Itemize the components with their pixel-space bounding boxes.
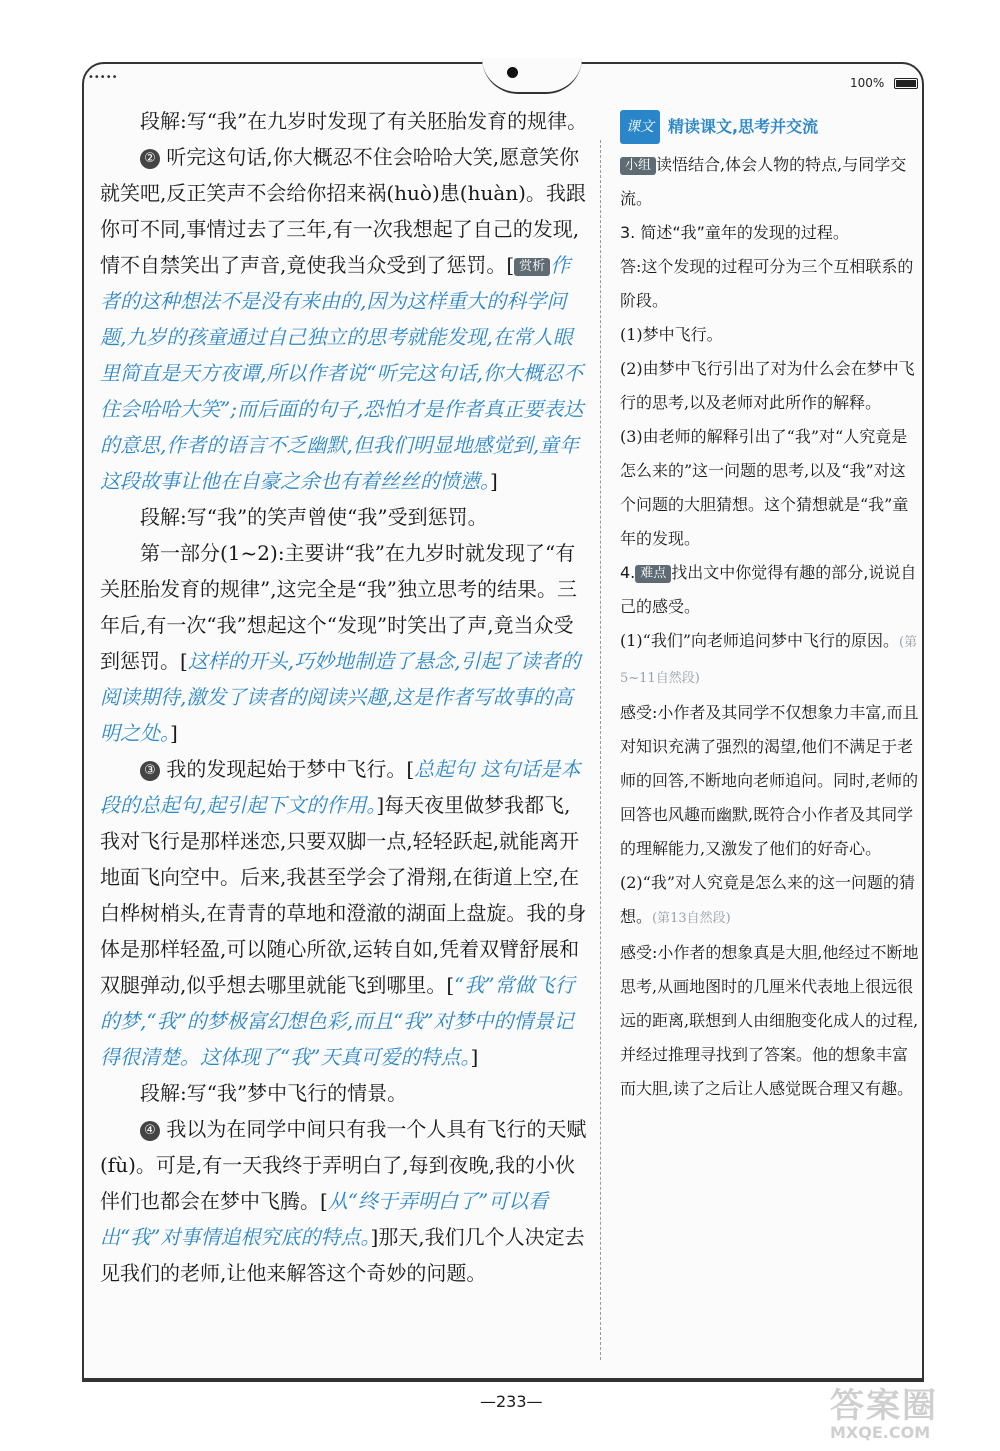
note-tag: 赏析 [514,258,550,276]
right-column [620,110,920,1106]
text-segment: 我的发现起始于梦中飞行。[ [160,757,415,781]
paragraph [100,535,590,751]
section-label: 段解 [140,109,180,133]
question-4: 4. 难点 找出文中你觉得有趣的部分,说说自己的感受。 [620,563,917,616]
text-segment: (1~2):主要讲“我”在九岁时就发现了“有关胚胎发育的规律”,这完全是“我”独立思考的结果。三年后,有一次“我”想起这个“发现”时笑出了声,竟当众受到惩罚。[ [100,541,578,673]
bottom-border [82,1380,924,1382]
text-segment: :写“我”在九岁时发现了有关胚胎发育的规律。 [180,109,588,133]
paragraph-number: ③ [140,761,160,781]
text-segment: ] [490,469,498,493]
paragraph-number: ② [140,149,160,169]
answer-3: 答:这个发现的过程可分为三个互相联系的阶段。 [620,257,914,310]
section-header [620,110,920,144]
paragraph [100,139,590,499]
page-number: —233— [480,1392,543,1411]
text-segment: :写“我”的笑声曾使“我”受到惩罚。 [180,505,488,529]
intro-tag: 小组 [620,157,656,175]
answer-3-3: (3)由老师的解释引出了“我”对“人究竟是怎么来的”这一问题的思考,以及“我”对这个问题的大胆猜想。这个猜想就是“我”童年的发现。 [620,427,909,548]
battery-percent: 100% [850,76,885,90]
left-column [100,103,590,1291]
paragraph [100,751,590,1075]
question-3: 3. 简述“我”童年的发现的过程。 [620,223,849,242]
paragraph-number: ④ [140,1121,160,1141]
paragraph [100,499,590,535]
battery-icon [894,78,918,89]
signal-icon: ••••• [88,72,118,83]
paragraph [100,1111,590,1291]
annotation: 从“终于弄明白了”可以看出“我”对事情追根究底的特点。 [100,1189,549,1249]
answer-4-1-feeling: 感受:小作者及其同学不仅想象力丰富,而且对知识充满了强烈的渴望,他们不满足于老师的回答,不断地向老师追问。同时,老师的回答也风趣而幽默,既符合小作者及其同学的理解能力,又激发了他们的好奇心。 [620,703,919,858]
text-segment: 我以为在同学中间只有我一个人具有飞行的天赋(fù)。可是,有一天我终于弄明白了,每到夜晚,我的小伙伴们也都会在梦中飞腾。[ [100,1117,587,1213]
answer-3-2: (2)由梦中飞行引出了对为什么会在梦中飞行的思考,以及老师对此所作的解释。 [620,359,915,412]
paragraph [100,1075,590,1111]
paragraph-ref: (第5~11自然段) [620,635,918,686]
answer-3-1: (1)梦中飞行。 [620,325,723,344]
section-title: 精读课文,思考并交流 [668,117,819,136]
section-tag: 课文 [620,110,660,144]
difficulty-tag: 难点 [635,565,671,583]
section-label: 段解 [140,505,180,529]
text-segment: 听完这句话,你大概忍不住会哈哈大笑,愿意笑你就笑吧,反正笑声不会给你招来祸(huò)患(huàn)。我跟你可不同,事情过去了三年,有一次我想起了自己的发现,情不自禁笑出了声音,竟使我当众受到了惩罚。[ [100,145,586,277]
answer-4-2-feeling: 感受:小作者的想象真是大胆,他经过不断地思考,从画地图时的几厘米代表地上很远很远的距离,联想到人由细胞变化成人的过程,并经过推理寻找到了答案。他的想象丰富而大胆,读了之后让人感觉既合理又有趣。 [620,943,919,1098]
column-divider [600,140,601,1360]
annotation: 这样的开头,巧妙地制造了悬念,引起了读者的阅读期待,激发了读者的阅读兴趣,这是作者写故事的高明之处。 [100,649,581,745]
text-segment: ]那天,我们几个人决定去见我们的老师,让他来解答这个奇妙的问题。 [100,1225,585,1285]
text-segment: ] [470,1045,479,1069]
section-label: 段解 [140,1081,180,1105]
answer-4-1: (1)“我们”向老师追问梦中飞行的原因。(第5~11自然段) [620,631,918,686]
annotation: “我”常做飞行的梦,“我”的梦极富幻想色彩,而且“我”对梦中的情景记得很清楚。这体现了“我”天真可爱的特点。 [100,973,575,1069]
text-segment: ]每天夜里做梦我都飞,我对飞行是那样迷恋,只要双脚一点,轻轻跃起,就能离开地面飞向空中。后来,我甚至学会了滑翔,在街道上空,在白桦树梢头,在青青的草地和澄澈的湖面上盘旋。我的身体是那样轻盈,可以随心所欲,运转自如,凭着双臂舒展和双腿弹动,似乎想去哪里就能飞到哪里。[ [100,793,587,997]
watermark-logo: 答案圈 MXQE.COM [830,1386,938,1442]
intro: 小组 读悟结合,体会人物的特点,与同学交流。 [620,155,907,208]
answer-4-2: (2)“我”对人究竟是怎么来的这一问题的猜想。(第13自然段) [620,873,916,926]
annotation: 总起句 这句话是本段的总起句,起引起下文的作用。 [100,757,581,817]
section-label: 第一部分 [140,541,220,565]
text-segment: ] [170,721,178,745]
annotation: 作者的这种想法不是没有来由的,因为这样重大的科学问题,九岁的孩童通过自己独立的思考就能发现,在常人眼里简直是天方夜谭,所以作者说“听完这句话,你大概忍不住会哈哈大笑”;而后面的句子,恐怕才是作者真正要表达的意思,作者的语言不乏幽默,但我们明显地感觉到,童年这段故事让他在自豪之余也有着丝丝的愤懑。 [100,253,584,493]
text-segment: :写“我”梦中飞行的情景。 [180,1081,408,1105]
paragraph [100,103,590,139]
camera-icon [507,67,518,78]
paragraph-ref: (第13自然段) [652,911,731,926]
